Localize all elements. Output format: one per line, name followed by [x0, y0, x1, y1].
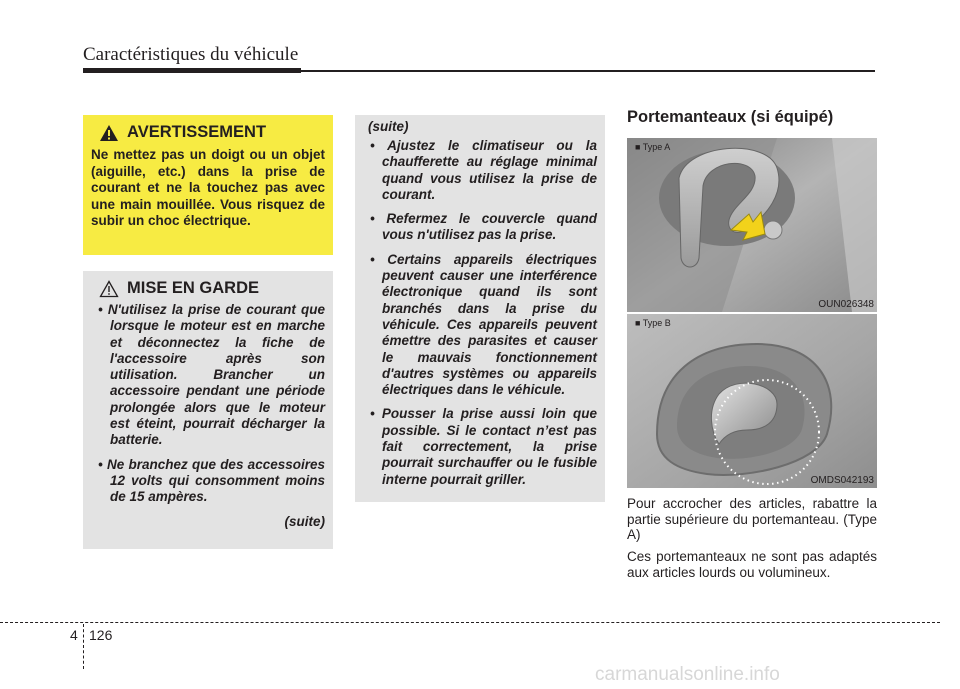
chapter-number: 4 [70, 627, 78, 643]
caution-title: MISE EN GARDE [127, 279, 260, 297]
caution-item: • Ne branchez que des accessoires 12 volts qui consomment moins de 15 ampères. [98, 456, 325, 505]
header-rule-thick [83, 68, 301, 73]
coat-hook-photo-type-b [627, 314, 877, 488]
footer-divider [83, 624, 84, 669]
body-paragraph: Ces portemanteaux ne sont pas adaptés aux articles lourds ou volumineux. [627, 549, 877, 580]
continued-item: • Refermez le couvercle quand vous n'utilisez pas la prise. [370, 211, 597, 243]
continued-item: • Ajustez le climatiseur ou la chaufferette au réglage minimal quand vous utilisez la prise de courant. [370, 138, 597, 202]
page-number: 126 [89, 627, 113, 643]
warning-title: AVERTISSEMENT [127, 123, 267, 141]
coat-hook-photo-type-a [627, 138, 877, 312]
page-header-title: Caractéristiques du véhicule [83, 44, 299, 65]
section-title: Portemanteaux (si équipé) [627, 108, 834, 126]
caution-heading [99, 279, 325, 298]
footer-rule [0, 622, 940, 623]
photo-type-label: ■ Type B [635, 318, 671, 328]
caution-triangle-icon [99, 280, 119, 298]
photo-code: OUN026348 [818, 299, 874, 310]
header-rule-thin [301, 70, 875, 72]
warning-box [83, 115, 333, 255]
site-watermark: carmanualsonline.info [595, 664, 780, 685]
coat-hook-a-illustration [627, 138, 877, 312]
caution-box [83, 271, 333, 549]
coat-hook-b-illustration [627, 314, 877, 488]
continued-label: (suite) [368, 119, 409, 134]
caution-continued: (suite) [284, 513, 325, 529]
continued-item: • Pousser la prise aussi loin que possible. Si le contact n’est pas fait correctement, la prise pourrait surchauffer ou le fusible interne pourrait griller. [370, 406, 597, 487]
continued-box [355, 115, 605, 502]
warning-text: Ne mettez pas un doigt ou un objet (aiguille, etc.) dans la prise de courant et ne la touchez pas avec une main mouillée. Vous risquez de subir un choc électrique. [91, 147, 325, 228]
caution-item: • N'utilisez la prise de courant que lorsque le moteur est en marche et déconnectez la fiche de l'accessoire après son utilisation. Brancher un accessoire pendant une période prolongée alors que le moteur est éteint, pourrait décharger la batterie. [98, 302, 325, 448]
photo-type-label: ■ Type A [635, 142, 671, 152]
warning-triangle-icon [99, 124, 119, 142]
body-paragraph: Pour accrocher des articles, rabattre la partie supérieure du portemanteau. (Type A) [627, 496, 877, 542]
continued-item: • Certains appareils électriques peuvent causer une interférence électronique quand ils sont branchés dans la prise du véhicule. Ces appareils peuvent émettre des parasites et causer le mauvais fonctionnement d'autres systèmes ou appareils électriques dans le véhicule. [370, 251, 597, 398]
warning-heading [99, 123, 325, 142]
photo-code: OMDS042193 [810, 475, 874, 486]
